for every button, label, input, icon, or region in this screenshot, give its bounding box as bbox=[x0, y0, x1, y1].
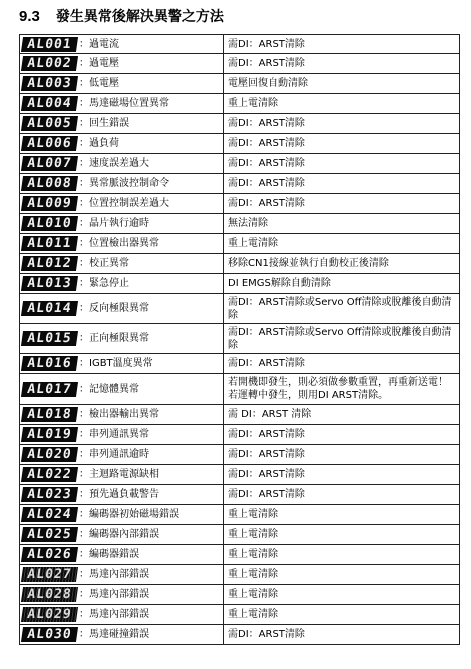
alarm-cell bbox=[20, 54, 224, 74]
alarm-name: ：低電壓 bbox=[79, 78, 119, 89]
alarm-row bbox=[20, 174, 460, 194]
alarm-cell bbox=[20, 445, 224, 465]
alarm-solution: 重上電清除 bbox=[224, 94, 460, 114]
alarm-row bbox=[20, 194, 460, 214]
alarm-row bbox=[20, 354, 460, 374]
alarm-name: ：正向極限異常 bbox=[79, 333, 149, 344]
alarm-row bbox=[20, 274, 460, 294]
alarm-solution: 需DI：ARST清除 bbox=[224, 425, 460, 445]
alarm-solution: 需DI：ARST清除 bbox=[224, 114, 460, 134]
alarm-cell bbox=[20, 154, 224, 174]
alarm-name: ：回生錯誤 bbox=[79, 118, 129, 129]
alarm-solution: 需DI：ARST清除 bbox=[224, 354, 460, 374]
alarm-cell bbox=[20, 505, 224, 525]
alarm-solution: 重上電清除 bbox=[224, 565, 460, 585]
alarm-solution: 需DI：ARST清除或Servo Off清除或脫離後自動清除 bbox=[224, 294, 460, 324]
alarm-row bbox=[20, 505, 460, 525]
alarm-code-display: AL010 bbox=[21, 216, 78, 231]
alarm-name: ：馬達碰撞錯誤 bbox=[79, 629, 149, 640]
alarm-code-display: AL004 bbox=[21, 96, 78, 111]
alarm-code-display: AL030 bbox=[21, 627, 78, 642]
alarm-row bbox=[20, 154, 460, 174]
alarm-cell bbox=[20, 174, 224, 194]
alarm-cell bbox=[20, 425, 224, 445]
alarm-name: ：馬達內部錯誤 bbox=[79, 569, 149, 580]
alarm-solution: 移除CN1接線並執行自動校正後清除 bbox=[224, 254, 460, 274]
alarm-cell bbox=[20, 625, 224, 645]
alarm-solution: 需DI：ARST清除 bbox=[224, 35, 460, 54]
section-title: 發生異常後解決異警之方法 bbox=[55, 9, 224, 25]
alarm-code-display: AL013 bbox=[21, 276, 78, 291]
alarm-row bbox=[20, 324, 460, 354]
alarm-row bbox=[20, 254, 460, 274]
alarm-name: ：異常脈波控制命令 bbox=[79, 178, 169, 189]
alarm-row bbox=[20, 214, 460, 234]
alarm-table-body bbox=[20, 35, 460, 645]
alarm-code-display: AL023 bbox=[21, 487, 78, 502]
alarm-cell bbox=[20, 605, 224, 625]
alarm-name: ：串列通訊逾時 bbox=[79, 449, 149, 460]
alarm-row bbox=[20, 54, 460, 74]
alarm-name: ：檢出器輸出異常 bbox=[79, 409, 159, 420]
alarm-code-display: AL019 bbox=[21, 427, 78, 442]
alarm-row bbox=[20, 374, 460, 405]
alarm-solution: 需DI：ARST清除 bbox=[224, 485, 460, 505]
alarm-solution: 若開機即發生，則必須做參數重置，再重新送電！若運轉中發生，則用DI ARST清除。 bbox=[224, 374, 460, 405]
alarm-cell bbox=[20, 114, 224, 134]
alarm-name: ：反向極限異常 bbox=[79, 303, 149, 314]
alarm-cell bbox=[20, 294, 224, 324]
alarm-cell bbox=[20, 274, 224, 294]
alarm-code-display: AL020 bbox=[21, 447, 78, 462]
alarm-solution: 需DI：ARST清除 bbox=[224, 54, 460, 74]
alarm-cell bbox=[20, 485, 224, 505]
alarm-row bbox=[20, 585, 460, 605]
alarm-row bbox=[20, 565, 460, 585]
alarm-row bbox=[20, 425, 460, 445]
alarm-row bbox=[20, 545, 460, 565]
alarm-cell bbox=[20, 545, 224, 565]
alarm-table bbox=[19, 34, 460, 645]
alarm-code-display: AL026 bbox=[21, 547, 78, 562]
alarm-row bbox=[20, 234, 460, 254]
alarm-solution: 重上電清除 bbox=[224, 585, 460, 605]
alarm-cell bbox=[20, 585, 224, 605]
alarm-code-display: AL025 bbox=[21, 527, 78, 542]
alarm-row bbox=[20, 485, 460, 505]
alarm-solution: 重上電清除 bbox=[224, 525, 460, 545]
alarm-name: ：主迴路電源缺相 bbox=[79, 469, 159, 480]
alarm-code-display: AL009 bbox=[21, 196, 78, 211]
alarm-solution: 重上電清除 bbox=[224, 605, 460, 625]
alarm-row bbox=[20, 294, 460, 324]
alarm-solution: 需DI：ARST清除 bbox=[224, 154, 460, 174]
alarm-code-display: AL015 bbox=[21, 331, 78, 346]
alarm-code-display: AL008 bbox=[21, 176, 78, 191]
alarm-name: ：記憶體異常 bbox=[79, 383, 139, 395]
alarm-solution: 需DI：ARST清除 bbox=[224, 445, 460, 465]
section-heading bbox=[19, 4, 224, 28]
alarm-cell bbox=[20, 565, 224, 585]
alarm-cell bbox=[20, 254, 224, 274]
alarm-name: ：過電流 bbox=[79, 38, 119, 50]
alarm-code-display: AL003 bbox=[21, 76, 78, 91]
alarm-name: ：過負荷 bbox=[79, 138, 119, 149]
alarm-row bbox=[20, 465, 460, 485]
section-number: 9.3 bbox=[19, 7, 40, 25]
alarm-name: ：校正異常 bbox=[79, 258, 129, 269]
alarm-code-display: AL006 bbox=[21, 136, 78, 151]
alarm-cell bbox=[20, 234, 224, 254]
alarm-cell bbox=[20, 405, 224, 425]
alarm-row bbox=[20, 74, 460, 94]
alarm-name: ：位置控制誤差過大 bbox=[79, 198, 169, 209]
alarm-code-display: AL029 bbox=[21, 607, 78, 622]
alarm-solution: 重上電清除 bbox=[224, 545, 460, 565]
alarm-name: ：緊急停止 bbox=[79, 278, 129, 289]
alarm-cell bbox=[20, 134, 224, 154]
alarm-cell bbox=[20, 74, 224, 94]
alarm-row bbox=[20, 525, 460, 545]
alarm-solution: 需DI：ARST清除 bbox=[224, 174, 460, 194]
alarm-name: ：速度誤差過大 bbox=[79, 158, 149, 169]
alarm-name: ：馬達磁場位置異常 bbox=[79, 98, 169, 109]
alarm-name: ：馬達內部錯誤 bbox=[79, 609, 149, 620]
alarm-cell bbox=[20, 214, 224, 234]
alarm-solution: 重上電清除 bbox=[224, 234, 460, 254]
alarm-code-display: AL028 bbox=[21, 587, 78, 602]
alarm-row bbox=[20, 625, 460, 645]
alarm-name: ：IGBT溫度異常 bbox=[79, 358, 153, 369]
alarm-cell bbox=[20, 94, 224, 114]
alarm-code-display: AL022 bbox=[21, 467, 78, 482]
alarm-name: ：編碼器初始磁場錯誤 bbox=[79, 509, 179, 520]
alarm-code-display: AL024 bbox=[21, 507, 78, 522]
alarm-row bbox=[20, 35, 460, 54]
alarm-code-display: AL027 bbox=[21, 567, 78, 582]
alarm-code-display: AL011 bbox=[21, 236, 78, 251]
alarm-name: ：位置檢出器異常 bbox=[79, 238, 159, 249]
alarm-name: ：馬達內部錯誤 bbox=[79, 589, 149, 600]
alarm-name: ：晶片執行逾時 bbox=[79, 218, 149, 229]
alarm-row bbox=[20, 445, 460, 465]
alarm-name: ：過電壓 bbox=[79, 58, 119, 69]
alarm-solution: DI EMGS解除自動清除 bbox=[224, 274, 460, 294]
alarm-code-display: AL016 bbox=[21, 356, 78, 371]
alarm-solution: 重上電清除 bbox=[224, 505, 460, 525]
alarm-row bbox=[20, 405, 460, 425]
alarm-code-display: AL018 bbox=[21, 407, 78, 422]
alarm-solution: 無法清除 bbox=[224, 214, 460, 234]
alarm-solution: 需 DI：ARST 清除 bbox=[224, 405, 460, 425]
alarm-name: ：預先過負載警告 bbox=[79, 489, 159, 500]
alarm-code-display: AL007 bbox=[21, 156, 78, 171]
alarm-cell bbox=[20, 194, 224, 214]
alarm-code-display: AL017 bbox=[21, 382, 78, 397]
alarm-solution: 需DI：ARST清除 bbox=[224, 625, 460, 645]
alarm-solution: 需DI：ARST清除 bbox=[224, 194, 460, 214]
alarm-cell bbox=[20, 35, 224, 54]
alarm-cell bbox=[20, 324, 224, 354]
alarm-name: ：串列通訊異常 bbox=[79, 429, 149, 440]
alarm-code-display: AL001 bbox=[21, 37, 78, 52]
alarm-cell bbox=[20, 354, 224, 374]
alarm-code-display: AL014 bbox=[21, 301, 78, 316]
alarm-cell bbox=[20, 374, 224, 405]
alarm-solution: 電壓回復自動清除 bbox=[224, 74, 460, 94]
alarm-row bbox=[20, 94, 460, 114]
alarm-cell bbox=[20, 525, 224, 545]
alarm-name: ：編碼器錯誤 bbox=[79, 549, 139, 560]
alarm-solution: 需DI：ARST清除 bbox=[224, 465, 460, 485]
alarm-solution: 需DI：ARST清除 bbox=[224, 134, 460, 154]
alarm-code-display: AL012 bbox=[21, 256, 78, 271]
alarm-code-display: AL005 bbox=[21, 116, 78, 131]
alarm-solution: 需DI：ARST清除或Servo Off清除或脫離後自動清除 bbox=[224, 324, 460, 354]
alarm-row bbox=[20, 605, 460, 625]
alarm-name: ：編碼器內部錯誤 bbox=[79, 529, 159, 540]
alarm-code-display: AL002 bbox=[21, 56, 78, 71]
alarm-row bbox=[20, 134, 460, 154]
alarm-row bbox=[20, 114, 460, 134]
alarm-cell bbox=[20, 465, 224, 485]
